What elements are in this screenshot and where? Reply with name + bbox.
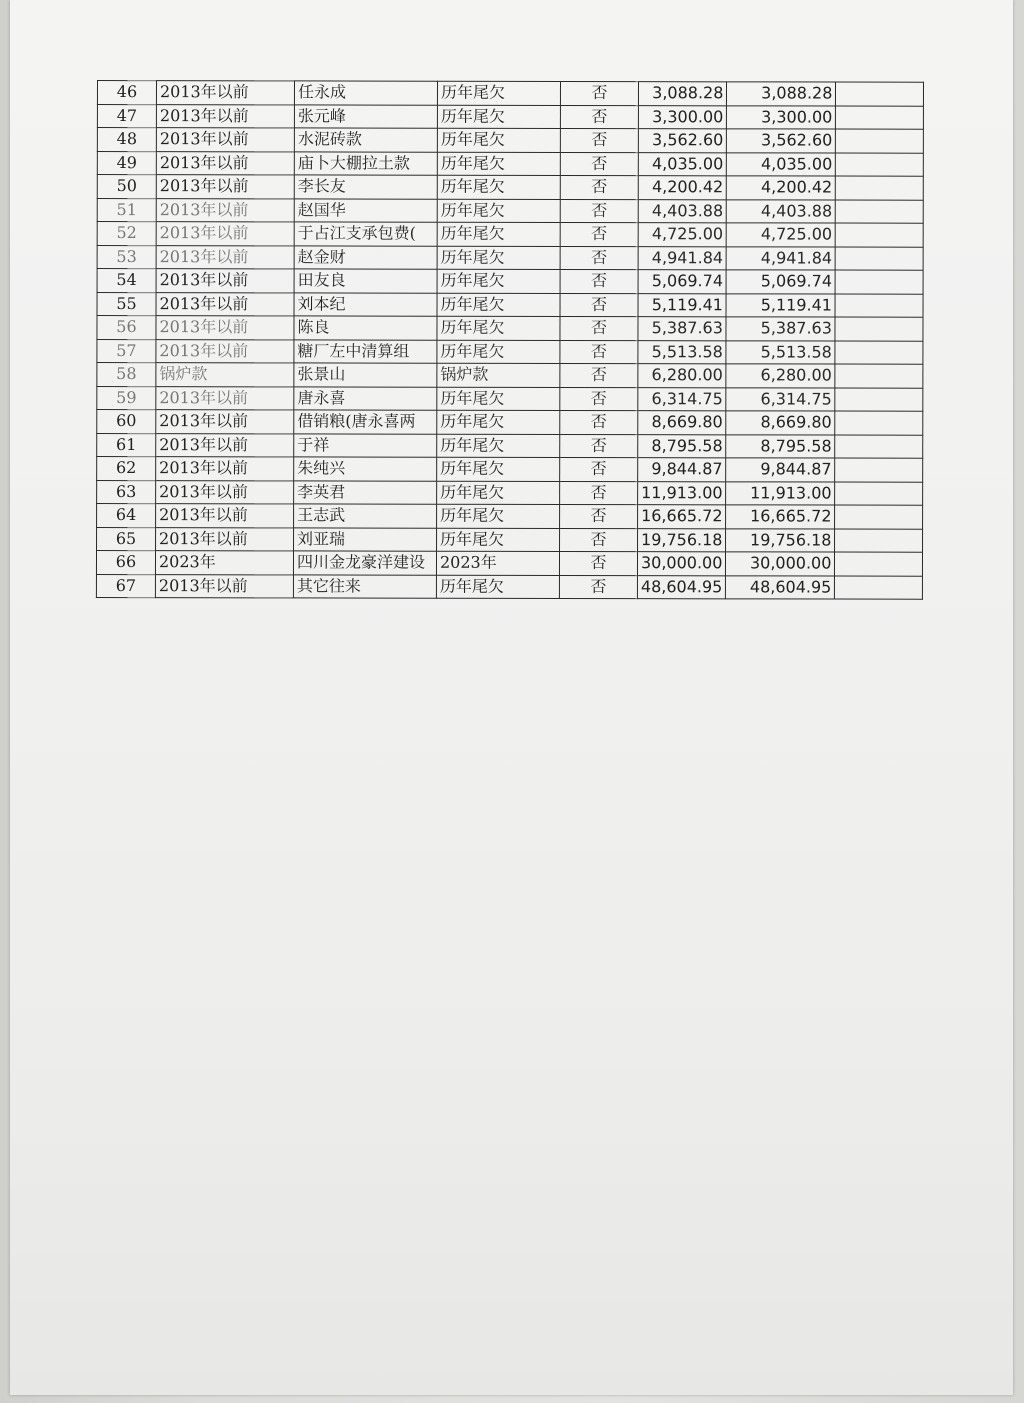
row-type: 历年尾欠 bbox=[437, 387, 560, 411]
row-amount: 11,913.00 bbox=[638, 481, 726, 505]
row-balance: 5,119.41 bbox=[726, 293, 835, 317]
table-row bbox=[96, 574, 922, 599]
row-year: 2013年以前 bbox=[156, 433, 294, 457]
row-amount: 5,119.41 bbox=[638, 293, 726, 317]
row-type: 2023年 bbox=[436, 551, 559, 575]
table-row bbox=[97, 457, 923, 482]
row-amount: 3,088.28 bbox=[638, 82, 726, 106]
row-balance: 3,562.60 bbox=[727, 129, 836, 153]
row-type: 历年尾欠 bbox=[437, 434, 560, 458]
row-number: 55 bbox=[97, 292, 156, 316]
row-blank-cell bbox=[836, 153, 924, 177]
table-row bbox=[97, 128, 923, 153]
row-name: 水泥砖款 bbox=[294, 128, 437, 152]
row-balance: 4,200.42 bbox=[727, 176, 836, 200]
row-blank-cell bbox=[835, 270, 923, 294]
row-flag: 否 bbox=[560, 363, 638, 387]
row-number: 60 bbox=[97, 410, 156, 434]
row-number: 57 bbox=[97, 339, 156, 363]
row-type: 历年尾欠 bbox=[437, 410, 560, 434]
row-amount: 30,000.00 bbox=[637, 552, 725, 576]
row-flag: 否 bbox=[560, 105, 638, 129]
row-amount: 8,669.80 bbox=[638, 411, 726, 435]
row-balance: 11,913.00 bbox=[726, 481, 835, 505]
row-flag: 否 bbox=[560, 504, 638, 528]
row-blank-cell bbox=[835, 435, 923, 459]
row-blank-cell bbox=[835, 388, 923, 412]
row-type: 锅炉款 bbox=[437, 363, 560, 387]
row-number: 65 bbox=[97, 527, 156, 551]
table-row bbox=[96, 551, 922, 576]
row-type: 历年尾欠 bbox=[437, 128, 560, 152]
table-row bbox=[97, 81, 923, 106]
row-year: 2013年以前 bbox=[156, 480, 294, 504]
row-number: 64 bbox=[97, 504, 156, 528]
row-balance: 5,387.63 bbox=[726, 317, 835, 341]
row-balance: 4,725.00 bbox=[727, 223, 836, 247]
row-type: 历年尾欠 bbox=[437, 222, 560, 246]
row-year: 2013年以前 bbox=[155, 574, 293, 598]
row-amount: 19,756.18 bbox=[638, 528, 726, 552]
row-balance: 5,069.74 bbox=[726, 270, 835, 294]
row-amount: 5,069.74 bbox=[638, 270, 726, 294]
row-balance: 19,756.18 bbox=[726, 528, 835, 552]
table-row bbox=[97, 527, 923, 552]
row-balance: 30,000.00 bbox=[726, 552, 835, 576]
row-flag: 否 bbox=[560, 457, 638, 481]
row-name: 赵金财 bbox=[294, 245, 437, 269]
row-flag: 否 bbox=[560, 316, 638, 340]
row-blank-cell bbox=[836, 129, 924, 153]
row-year: 2013年以前 bbox=[156, 504, 294, 528]
table-row bbox=[97, 292, 923, 317]
row-blank-cell bbox=[835, 458, 923, 482]
table-row bbox=[97, 363, 923, 388]
ledger-table bbox=[96, 80, 925, 600]
row-name: 赵国华 bbox=[294, 198, 437, 222]
row-amount: 3,300.00 bbox=[638, 105, 726, 129]
row-blank-cell bbox=[836, 176, 924, 200]
row-amount: 5,513.58 bbox=[638, 340, 726, 364]
ledger-body bbox=[96, 81, 924, 600]
row-year: 2013年以前 bbox=[156, 316, 294, 340]
row-blank-cell bbox=[836, 82, 924, 106]
row-balance: 48,604.95 bbox=[726, 575, 835, 599]
row-name: 于祥 bbox=[294, 433, 437, 457]
row-blank-cell bbox=[836, 247, 924, 271]
row-number: 47 bbox=[97, 104, 156, 128]
row-balance: 16,665.72 bbox=[726, 505, 835, 529]
row-year: 2013年以前 bbox=[156, 81, 294, 105]
row-amount: 9,844.87 bbox=[638, 458, 726, 482]
row-blank-cell bbox=[835, 505, 923, 529]
row-type: 历年尾欠 bbox=[437, 246, 560, 270]
row-balance: 9,844.87 bbox=[726, 458, 835, 482]
table-row bbox=[97, 198, 923, 223]
row-name: 庙卜大棚拉土款 bbox=[294, 151, 437, 175]
row-blank-cell bbox=[835, 482, 923, 506]
row-balance: 8,795.58 bbox=[726, 434, 835, 458]
row-amount: 4,035.00 bbox=[638, 152, 726, 176]
table-row bbox=[97, 316, 923, 341]
row-year: 2023年 bbox=[155, 551, 293, 575]
row-number: 56 bbox=[97, 316, 156, 340]
row-balance: 4,941.84 bbox=[727, 246, 836, 270]
row-flag: 否 bbox=[560, 481, 638, 505]
row-balance: 6,280.00 bbox=[726, 364, 835, 388]
row-number: 49 bbox=[97, 151, 156, 175]
row-name: 于占江支承包费( bbox=[294, 222, 437, 246]
row-type: 历年尾欠 bbox=[437, 105, 560, 129]
row-year: 2013年以前 bbox=[156, 128, 294, 152]
row-year: 2013年以前 bbox=[156, 292, 294, 316]
row-amount: 5,387.63 bbox=[638, 317, 726, 341]
row-balance: 5,513.58 bbox=[726, 340, 835, 364]
row-flag: 否 bbox=[559, 551, 637, 575]
row-flag: 否 bbox=[560, 340, 638, 364]
row-flag: 否 bbox=[560, 81, 638, 105]
row-year: 2013年以前 bbox=[156, 269, 294, 293]
row-year: 2013年以前 bbox=[156, 410, 294, 434]
row-number: 61 bbox=[97, 433, 156, 457]
row-year: 2013年以前 bbox=[156, 222, 294, 246]
row-flag: 否 bbox=[559, 575, 637, 599]
row-balance: 8,669.80 bbox=[726, 411, 835, 435]
paper-sheet bbox=[10, 0, 1013, 1395]
row-name: 其它往来 bbox=[293, 574, 436, 598]
row-type: 历年尾欠 bbox=[436, 575, 559, 599]
row-amount: 6,314.75 bbox=[638, 387, 726, 411]
table-row bbox=[97, 339, 923, 364]
row-balance: 4,403.88 bbox=[727, 199, 836, 223]
row-flag: 否 bbox=[560, 410, 638, 434]
table-row bbox=[97, 175, 923, 200]
row-name: 陈良 bbox=[294, 316, 437, 340]
row-number: 52 bbox=[97, 222, 156, 246]
row-blank-cell bbox=[835, 411, 923, 435]
table-row bbox=[97, 386, 923, 411]
row-number: 58 bbox=[97, 363, 156, 387]
row-amount: 3,562.60 bbox=[638, 129, 726, 153]
row-number: 51 bbox=[97, 198, 156, 222]
row-number: 67 bbox=[96, 574, 155, 598]
row-name: 朱纯兴 bbox=[294, 457, 437, 481]
table-row bbox=[97, 504, 923, 529]
row-amount: 16,665.72 bbox=[638, 505, 726, 529]
row-amount: 8,795.58 bbox=[638, 434, 726, 458]
row-type: 历年尾欠 bbox=[437, 175, 560, 199]
row-name: 李英君 bbox=[294, 480, 437, 504]
row-number: 59 bbox=[97, 386, 156, 410]
row-number: 54 bbox=[97, 269, 156, 293]
row-name: 王志武 bbox=[294, 504, 437, 528]
row-blank-cell bbox=[835, 341, 923, 365]
row-flag: 否 bbox=[560, 128, 638, 152]
row-name: 借销粮(唐永喜两 bbox=[294, 410, 437, 434]
row-name: 糖厂左中清算组 bbox=[294, 339, 437, 363]
table-row bbox=[97, 222, 923, 247]
row-flag: 否 bbox=[560, 293, 638, 317]
row-blank-cell bbox=[835, 364, 923, 388]
row-blank-cell bbox=[835, 576, 923, 600]
row-amount: 6,280.00 bbox=[638, 364, 726, 388]
row-flag: 否 bbox=[560, 222, 638, 246]
row-type: 历年尾欠 bbox=[437, 293, 560, 317]
row-amount: 4,941.84 bbox=[638, 246, 726, 270]
row-balance: 6,314.75 bbox=[726, 387, 835, 411]
table-row bbox=[97, 433, 923, 458]
row-flag: 否 bbox=[560, 199, 638, 223]
row-number: 62 bbox=[97, 457, 156, 481]
row-blank-cell bbox=[835, 294, 923, 318]
row-year: 2013年以前 bbox=[156, 527, 294, 551]
row-year: 2013年以前 bbox=[156, 175, 294, 199]
row-year: 锅炉款 bbox=[156, 363, 294, 387]
row-name: 刘亚瑞 bbox=[294, 527, 437, 551]
row-number: 63 bbox=[97, 480, 156, 504]
row-flag: 否 bbox=[560, 434, 638, 458]
row-name: 唐永喜 bbox=[294, 386, 437, 410]
row-flag: 否 bbox=[560, 152, 638, 176]
row-name: 刘本纪 bbox=[294, 292, 437, 316]
row-type: 历年尾欠 bbox=[437, 269, 560, 293]
table-row bbox=[97, 269, 923, 294]
row-year: 2013年以前 bbox=[156, 457, 294, 481]
table-row bbox=[97, 104, 923, 129]
row-blank-cell bbox=[836, 200, 924, 224]
table-row bbox=[97, 480, 923, 505]
row-type: 历年尾欠 bbox=[437, 81, 560, 105]
row-blank-cell bbox=[835, 552, 923, 576]
row-name: 任永成 bbox=[294, 81, 437, 105]
row-name: 张景山 bbox=[294, 363, 437, 387]
row-amount: 4,403.88 bbox=[638, 199, 726, 223]
row-number: 48 bbox=[97, 128, 156, 152]
row-number: 50 bbox=[97, 175, 156, 199]
row-year: 2013年以前 bbox=[156, 245, 294, 269]
row-year: 2013年以前 bbox=[156, 386, 294, 410]
row-amount: 4,200.42 bbox=[638, 176, 726, 200]
row-balance: 4,035.00 bbox=[727, 152, 836, 176]
row-name: 张元峰 bbox=[294, 104, 437, 128]
row-flag: 否 bbox=[560, 175, 638, 199]
row-balance: 3,300.00 bbox=[727, 105, 836, 129]
row-year: 2013年以前 bbox=[156, 151, 294, 175]
row-name: 四川金龙豪洋建设 bbox=[293, 551, 436, 575]
row-type: 历年尾欠 bbox=[437, 457, 560, 481]
row-type: 历年尾欠 bbox=[437, 152, 560, 176]
row-flag: 否 bbox=[560, 269, 638, 293]
row-amount: 48,604.95 bbox=[637, 575, 725, 599]
row-type: 历年尾欠 bbox=[437, 316, 560, 340]
row-blank-cell bbox=[836, 106, 924, 130]
row-number: 53 bbox=[97, 245, 156, 269]
table-row bbox=[97, 245, 923, 270]
row-number: 66 bbox=[96, 551, 155, 575]
row-type: 历年尾欠 bbox=[437, 340, 560, 364]
row-balance: 3,088.28 bbox=[727, 82, 836, 106]
row-type: 历年尾欠 bbox=[437, 199, 560, 223]
row-blank-cell bbox=[836, 223, 924, 247]
row-year: 2013年以前 bbox=[156, 104, 294, 128]
row-year: 2013年以前 bbox=[156, 339, 294, 363]
row-amount: 4,725.00 bbox=[638, 223, 726, 247]
row-type: 历年尾欠 bbox=[437, 481, 560, 505]
table-row bbox=[97, 410, 923, 435]
row-name: 李长友 bbox=[294, 175, 437, 199]
table-row bbox=[97, 151, 923, 176]
row-type: 历年尾欠 bbox=[437, 528, 560, 552]
row-blank-cell bbox=[835, 317, 923, 341]
row-flag: 否 bbox=[560, 246, 638, 270]
row-type: 历年尾欠 bbox=[437, 504, 560, 528]
row-name: 田友良 bbox=[294, 269, 437, 293]
row-year: 2013年以前 bbox=[156, 198, 294, 222]
row-number: 46 bbox=[97, 81, 156, 105]
row-flag: 否 bbox=[560, 528, 638, 552]
row-flag: 否 bbox=[560, 387, 638, 411]
row-blank-cell bbox=[835, 529, 923, 553]
